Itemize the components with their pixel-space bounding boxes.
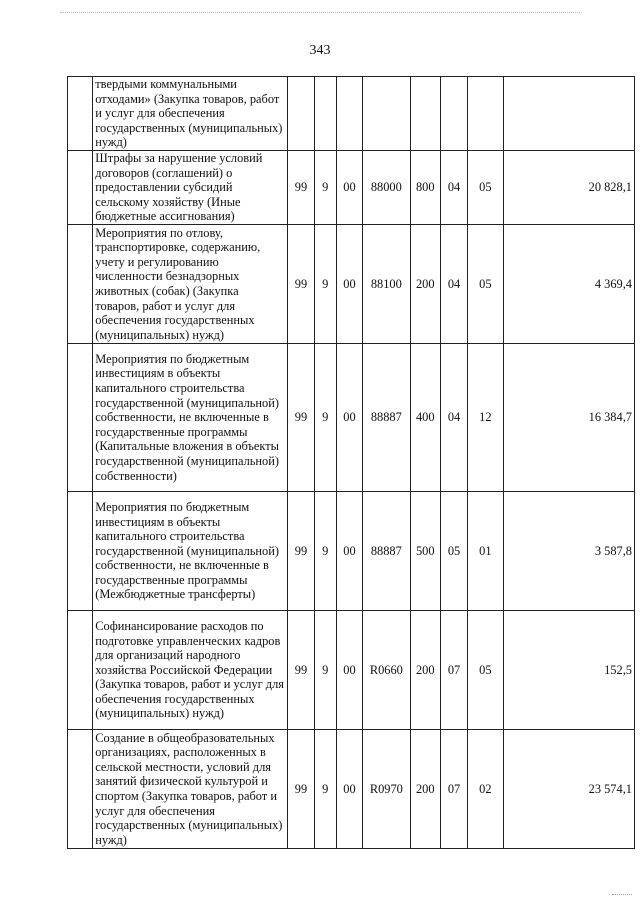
row-code-3: 00 (336, 611, 362, 730)
row-amount: 20 828,1 (503, 151, 634, 225)
row-code-5: 400 (410, 344, 440, 492)
table-row (68, 492, 635, 611)
row-code-4: 88100 (363, 225, 411, 344)
row-amount: 3 587,8 (503, 492, 634, 611)
row-code-4: R0970 (363, 730, 411, 849)
row-description: Создание в общеобразовательных организациях, расположенных в сельской местности, условий для занятий физической культурой и спортом (Закупка товаров, работ и услуг для обеспечения государственных (муниципальных) нужд) (93, 730, 288, 849)
row-description: твердыми коммунальными отходами» (Закупка товаров, работ и услуг для обеспечения государственных (муниципальных) нужд) (93, 77, 288, 151)
row-code-2: 9 (314, 730, 336, 849)
row-code-3: 00 (336, 492, 362, 611)
row-code-3: 00 (336, 344, 362, 492)
row-code-2: 9 (314, 225, 336, 344)
row-code-2: 9 (314, 611, 336, 730)
row-description: Софинансирование расходов по подготовке управленческих кадров для организаций народного хозяйства Российской Федерации (Закупка товаров, работ и услуг для обеспечения государственных (муниципальных) нужд) (93, 611, 288, 730)
row-blank-cell (68, 151, 93, 225)
row-code-1: 99 (288, 151, 314, 225)
row-section: 07 (440, 611, 467, 730)
row-code-1: 99 (288, 730, 314, 849)
row-code-1: 99 (288, 611, 314, 730)
row-code-1: 99 (288, 225, 314, 344)
table-row (68, 611, 635, 730)
row-amount: 23 574,1 (503, 730, 634, 849)
table-row (68, 151, 635, 225)
row-amount: 16 384,7 (503, 344, 634, 492)
row-code-2: 9 (314, 492, 336, 611)
row-code-5: 200 (410, 225, 440, 344)
row-code-2 (314, 77, 336, 151)
row-blank-cell (68, 225, 93, 344)
row-subsection (468, 77, 503, 151)
row-code-1: 99 (288, 492, 314, 611)
row-code-5 (410, 77, 440, 151)
row-section (440, 77, 467, 151)
row-code-5: 200 (410, 611, 440, 730)
row-blank-cell (68, 77, 93, 151)
scan-artifact-mark (612, 894, 632, 895)
row-code-4: 88887 (363, 344, 411, 492)
row-subsection: 12 (468, 344, 503, 492)
table-row (68, 730, 635, 849)
row-code-4: 88887 (363, 492, 411, 611)
row-section: 04 (440, 151, 467, 225)
row-section: 05 (440, 492, 467, 611)
row-code-5: 500 (410, 492, 440, 611)
row-subsection: 05 (468, 611, 503, 730)
table-row (68, 225, 635, 344)
row-code-4 (363, 77, 411, 151)
row-code-2: 9 (314, 344, 336, 492)
row-blank-cell (68, 344, 93, 492)
row-blank-cell (68, 611, 93, 730)
row-amount: 4 369,4 (503, 225, 634, 344)
row-code-1 (288, 77, 314, 151)
row-subsection: 01 (468, 492, 503, 611)
row-subsection: 05 (468, 151, 503, 225)
table-row (68, 77, 635, 151)
table-row (68, 344, 635, 492)
row-code-3 (336, 77, 362, 151)
scan-artifact-line (60, 12, 580, 13)
budget-table (67, 76, 635, 849)
row-code-1: 99 (288, 344, 314, 492)
row-code-3: 00 (336, 730, 362, 849)
row-code-5: 800 (410, 151, 440, 225)
row-blank-cell (68, 492, 93, 611)
row-amount (503, 77, 634, 151)
row-amount: 152,5 (503, 611, 634, 730)
row-section: 07 (440, 730, 467, 849)
row-section: 04 (440, 344, 467, 492)
row-code-3: 00 (336, 225, 362, 344)
row-code-5: 200 (410, 730, 440, 849)
row-code-4: 88000 (363, 151, 411, 225)
row-description: Мероприятия по отлову, транспортировке, содержанию, учету и регулированию численности безнадзорных животных (собак) (Закупка товаров, работ и услуг для обеспечения государственных (муниципальных) нужд) (93, 225, 288, 344)
row-code-2: 9 (314, 151, 336, 225)
row-code-3: 00 (336, 151, 362, 225)
row-section: 04 (440, 225, 467, 344)
page-number: 343 (309, 43, 331, 58)
row-description: Штрафы за нарушение условий договоров (соглашений) о предоставлении субсидий сельскому хозяйству (Иные бюджетные ассигнования) (93, 151, 288, 225)
row-subsection: 05 (468, 225, 503, 344)
row-code-4: R0660 (363, 611, 411, 730)
row-description: Мероприятия по бюджетным инвестициям в объекты капитального строительства государственной (муниципальной) собственности, не включенные в государственные программы (Капитальные вложения в объекты государственной (муниципальной) собственности) (93, 344, 288, 492)
row-description: Мероприятия по бюджетным инвестициям в объекты капитального строительства государственной (муниципальной) собственности, не включенные в государственные программы (Межбюджетные трансферты) (93, 492, 288, 611)
row-blank-cell (68, 730, 93, 849)
row-subsection: 02 (468, 730, 503, 849)
